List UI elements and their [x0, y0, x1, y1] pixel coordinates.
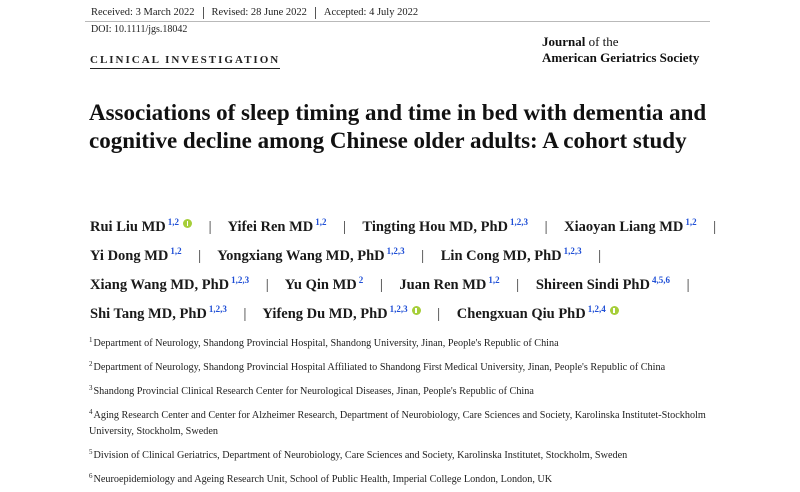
- affiliation-number: 3: [89, 384, 93, 392]
- doi[interactable]: DOI: 10.1111/jgs.18042: [91, 24, 188, 35]
- date-divider: [315, 7, 316, 19]
- affiliation: [89, 380, 729, 400]
- author-separator: |: [437, 306, 441, 322]
- author[interactable]: [90, 219, 192, 235]
- affiliation-number: 5: [89, 448, 93, 456]
- author-name: Tingting Hou MD, PhD: [362, 219, 508, 235]
- history-dates: [91, 4, 418, 21]
- affiliation-marker[interactable]: 1,2: [685, 217, 697, 227]
- author-separator: |: [686, 277, 690, 293]
- author[interactable]: [285, 277, 363, 293]
- affiliation-number: 6: [89, 472, 93, 480]
- journal-of-the: of the: [585, 34, 619, 49]
- affiliation-text: Aging Research Center and Center for Alzheimer Research, Department of Neurobiology, Care Sciences and Society, Karolinska Institutet-Stockholm University, Stockholm, Sweden: [89, 410, 706, 437]
- journal-line-2: American Geriatrics Society: [542, 50, 700, 65]
- author-separator: |: [243, 306, 247, 322]
- author-list: [90, 210, 730, 326]
- affiliation-number: 4: [89, 408, 93, 416]
- author-name: Xiaoyan Liang MD: [564, 219, 684, 235]
- journal-line-1: [542, 34, 699, 50]
- author[interactable]: [217, 248, 404, 264]
- author[interactable]: [262, 306, 420, 322]
- author-name: Yongxiang Wang MD, PhD: [217, 248, 385, 264]
- author[interactable]: [228, 219, 327, 235]
- author-name: Lin Cong MD, PhD: [440, 248, 562, 264]
- author-separator: |: [544, 219, 548, 235]
- affiliation-text: Department of Neurology, Shandong Provincial Hospital, Shandong University, Jinan, People's Republic of China: [93, 338, 559, 349]
- author-name: Xiang Wang MD, PhD: [90, 277, 230, 293]
- author-name: Yi Dong MD: [90, 248, 169, 264]
- author[interactable]: [457, 306, 619, 322]
- author[interactable]: [399, 277, 499, 293]
- affiliation-marker[interactable]: 1,2: [170, 246, 182, 256]
- affiliation-marker[interactable]: 1,2,3: [389, 304, 408, 314]
- author-separator: |: [379, 277, 383, 293]
- author[interactable]: [564, 219, 697, 235]
- author-separator: |: [421, 248, 425, 264]
- orcid-icon[interactable]: [412, 306, 421, 315]
- author-separator: |: [265, 277, 269, 293]
- header-rule: [85, 21, 710, 22]
- author[interactable]: [90, 277, 249, 293]
- affiliation-marker[interactable]: 1,2,3: [386, 246, 405, 256]
- author-name: Shi Tang MD, PhD: [90, 306, 207, 322]
- affiliation-marker[interactable]: 1,2: [167, 217, 179, 227]
- author[interactable]: [90, 248, 182, 264]
- affiliation-number: 2: [89, 360, 93, 368]
- author-name: Juan Ren MD: [399, 277, 487, 293]
- affiliation: [89, 356, 729, 376]
- affiliation-marker[interactable]: 1,2,4: [587, 304, 606, 314]
- author[interactable]: [90, 306, 227, 322]
- author-name: Rui Liu MD: [90, 219, 166, 235]
- affiliation: [89, 468, 729, 488]
- revised-date: Revised: 28 June 2022: [211, 7, 307, 18]
- affiliation: [89, 444, 729, 464]
- affiliation-marker[interactable]: 1,2,3: [563, 246, 582, 256]
- author-name: Yifeng Du MD, PhD: [262, 306, 388, 322]
- affiliation: [89, 404, 729, 440]
- author-separator: |: [208, 219, 212, 235]
- affiliation-marker[interactable]: 2: [358, 275, 364, 285]
- journal-word: Journal: [542, 34, 586, 49]
- orcid-icon[interactable]: [610, 306, 619, 315]
- affiliation-marker[interactable]: 1,2: [488, 275, 500, 285]
- affiliation: [89, 332, 729, 352]
- section-label: CLINICAL INVESTIGATION: [90, 54, 280, 69]
- affiliation-marker[interactable]: 1,2,3: [208, 304, 227, 314]
- author-separator: |: [516, 277, 520, 293]
- author-separator: |: [713, 219, 717, 235]
- orcid-icon[interactable]: [183, 219, 192, 228]
- author[interactable]: [536, 277, 670, 293]
- author-separator: |: [198, 248, 202, 264]
- author[interactable]: [441, 248, 582, 264]
- affiliation-text: Shandong Provincial Clinical Research Center for Neurological Diseases, Jinan, People's Republic of China: [93, 386, 534, 397]
- author-separator: |: [598, 248, 602, 264]
- date-divider: [203, 7, 204, 19]
- affiliation-marker[interactable]: 1,2,3: [510, 217, 528, 227]
- affiliation-marker[interactable]: 1,2: [315, 217, 327, 227]
- received-date: Received: 3 March 2022: [91, 7, 195, 18]
- author-name: Shireen Sindi PhD: [535, 277, 650, 293]
- affiliation-text: Neuroepidemiology and Ageing Research Unit, School of Public Health, Imperial College London, London, UK: [93, 474, 553, 485]
- author[interactable]: [362, 219, 528, 235]
- affiliation-text: Division of Clinical Geriatrics, Department of Neurobiology, Care Sciences and Society, Karolinska Institutet, Stockholm, Sweden: [93, 450, 628, 461]
- affiliation-number: 1: [89, 336, 93, 344]
- affiliation-text: Department of Neurology, Shandong Provincial Hospital Affiliated to Shandong First Medical University, Jinan, People's Republic of China: [93, 362, 666, 373]
- author-name: Yifei Ren MD: [227, 219, 314, 235]
- author-separator: |: [343, 219, 347, 235]
- accepted-date: Accepted: 4 July 2022: [323, 7, 419, 18]
- article-title: Associations of sleep timing and time in bed with dementia and cognitive decline among Chinese older adults: A cohort study: [89, 100, 707, 153]
- journal-name: [542, 34, 699, 66]
- affiliation-marker[interactable]: 1,2,3: [231, 275, 250, 285]
- author-name: Chengxuan Qiu PhD: [456, 306, 586, 322]
- author-name: Yu Qin MD: [284, 277, 357, 293]
- affiliation-marker[interactable]: 4,5,6: [651, 275, 670, 285]
- affiliation-list: [89, 332, 729, 492]
